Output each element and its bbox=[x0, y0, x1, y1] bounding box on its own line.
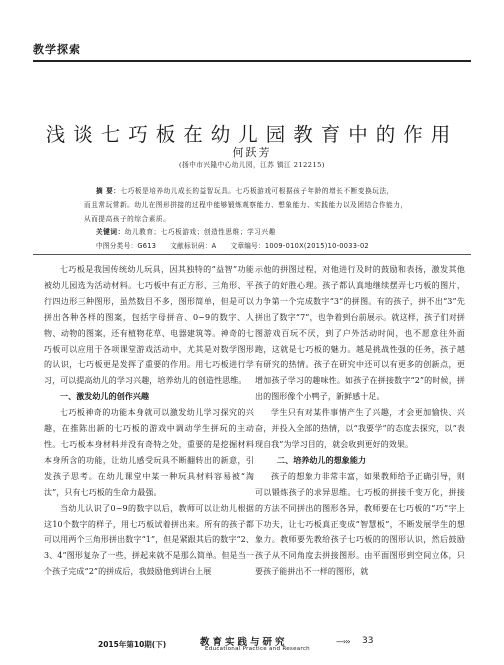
paragraph-imagination: 孩子的想象力非常丰富，如果教师给予正确引导，则可以锻炼孩子的求异思维。七巧板的拼接千变万化，拼接的方法不同拼出的图形各异，教师要在七巧板的“巧”字上下功夫，让七巧板真正变成“智慧板”，不断发展学生的想象力。教师要先教给孩子七巧板的的图形认识，然后鼓励孩子从不同角度去拼接图形。由平面图形到空间立体，只要孩子能拼出不一样的图形，就 bbox=[255, 471, 465, 577]
document-code: 文献标识码：A bbox=[170, 242, 217, 250]
author-affiliation: (扬中市兴隆中心幼儿园，江苏 镇江 212215) bbox=[179, 161, 325, 169]
abstract-line-3: 从而提高孩子的综合素质。 bbox=[84, 215, 171, 223]
clc-number: 中图分类号：G613 bbox=[96, 242, 157, 250]
body-column-left bbox=[44, 262, 254, 580]
abstract-label: 摘 要： bbox=[96, 187, 121, 195]
classification-line bbox=[96, 240, 383, 250]
paragraph-interest: 七巧板神奇的功能本身就可以激发幼儿学习探究的兴趣，在推陈出新的七巧板的游戏中调动学生拼玩的主动性。七巧板本身材料并没有奇特之处，重要的是挖掘材料本身所含的功能，让幼儿感受玩具不断翻转出的新意，引发孩子思考。在幼儿课堂中某一种玩具材料容易被“淘汰”，只有七巧板的生命力最强。 bbox=[44, 408, 254, 497]
abstract-line-1 bbox=[84, 184, 420, 198]
author-name: 何跃芳 bbox=[232, 146, 272, 159]
paragraph-continued: 示他的拼图过程，对他进行及时的鼓励和表扬，激发其他孩子的好胜心理。孩子都认真地继续摆弄七巧板的图片，力争第一个完成数字“3”的拼图。有的孩子，拼不出“3”先拼出了数字“7”，也争着到台前展示。就这样，孩子们对拼图游戏百玩不厌，到了户外活动时间，也不愿意往外面跑，这就是七巧板的魅力。越是挑战性强的任务，孩子越有研究的热情。孩子在研究中还可以有更多的创新点，更增加孩子学习的趣味性。如孩子在拼接数字“2”的时候，拼出的图形像个小鸭子，新鲜感十足。 bbox=[255, 265, 465, 402]
page-footer bbox=[0, 631, 504, 655]
abstract-divider bbox=[33, 254, 471, 255]
keywords-text: 幼儿教育；七巧板游戏；创造性思维；学习兴趣 bbox=[124, 228, 276, 236]
paragraph-digits: 当幼儿认识了0~9的数字以后，教师可以让幼儿根据这10个数字的样子，用七巧板试着拼出来。所有的孩子都可以用两个三角形拼出数字“1”，但是紧跟其后的数字“2、3、4”图形复杂了一些，拼起来就不是那么简单。但是当一个孩子完成“2”的拼成后，我鼓励他到讲台上展 bbox=[44, 503, 254, 577]
page-number: 33 bbox=[362, 636, 374, 646]
body-column-right bbox=[255, 262, 465, 580]
abstract-text-1: 七巧板是培养幼儿成长的益智玩具。七巧板游戏可根据孩子年龄的增长不断变换玩法， bbox=[120, 187, 394, 195]
keywords-label: 关键词： bbox=[96, 228, 125, 236]
abstract-line-2: 而且常玩常新。幼儿在图形拼接的过程中能够锻炼观察能力、想象能力、实践能力以及团结合作能力， bbox=[84, 201, 408, 209]
keywords bbox=[96, 226, 276, 236]
arrow-icon: —››› bbox=[336, 637, 350, 646]
issue-info: 2015年第10期(下) bbox=[98, 640, 167, 649]
section-tag: 教学探索 bbox=[33, 43, 81, 56]
article-number: 文章编号：1009-010X(2015)10-0033-02 bbox=[230, 242, 369, 250]
journal-name-cn: 教育实践与研究 bbox=[200, 637, 288, 648]
paragraph-intro: 七巧板是我国传统幼儿玩具，因其独特的“益智”功能被幼儿园选为活动材料。七巧板中有正方形、三角形、平行四边形三种图形，虽然数目不多，图形简单，但是可以拼出各种各样的图案，包括字母拼音、0~9的数字、人物、动物的图案，还有植物花草、电器建筑等。神奇的七巧板可以应用于各项课堂游戏活动中，尤其是对数学图形的认识，七巧板更是发挥了重要的作用。用七巧板进行学习，可以提高幼儿的学习兴趣，培养幼儿的创造性思维。 bbox=[44, 265, 254, 386]
section-heading-2: 二、培养幼儿的想象能力 bbox=[277, 455, 367, 465]
article-title: 浅谈七巧板在幼儿园教育中的作用 bbox=[45, 123, 459, 147]
paragraph-motivation: 学生只有对某件事情产生了兴趣，才会更加愉快、兴奋，并投入全部的热情，以“我要学”的态度去探究，以“表现自我”为学习目的，就会收到更好的效果。 bbox=[255, 408, 465, 449]
header-rule bbox=[33, 60, 471, 62]
abstract bbox=[84, 184, 420, 226]
journal-name-en: Educational Practice and Research bbox=[205, 646, 310, 652]
section-heading-1: 一、激发幼儿的创作兴趣 bbox=[60, 392, 150, 402]
